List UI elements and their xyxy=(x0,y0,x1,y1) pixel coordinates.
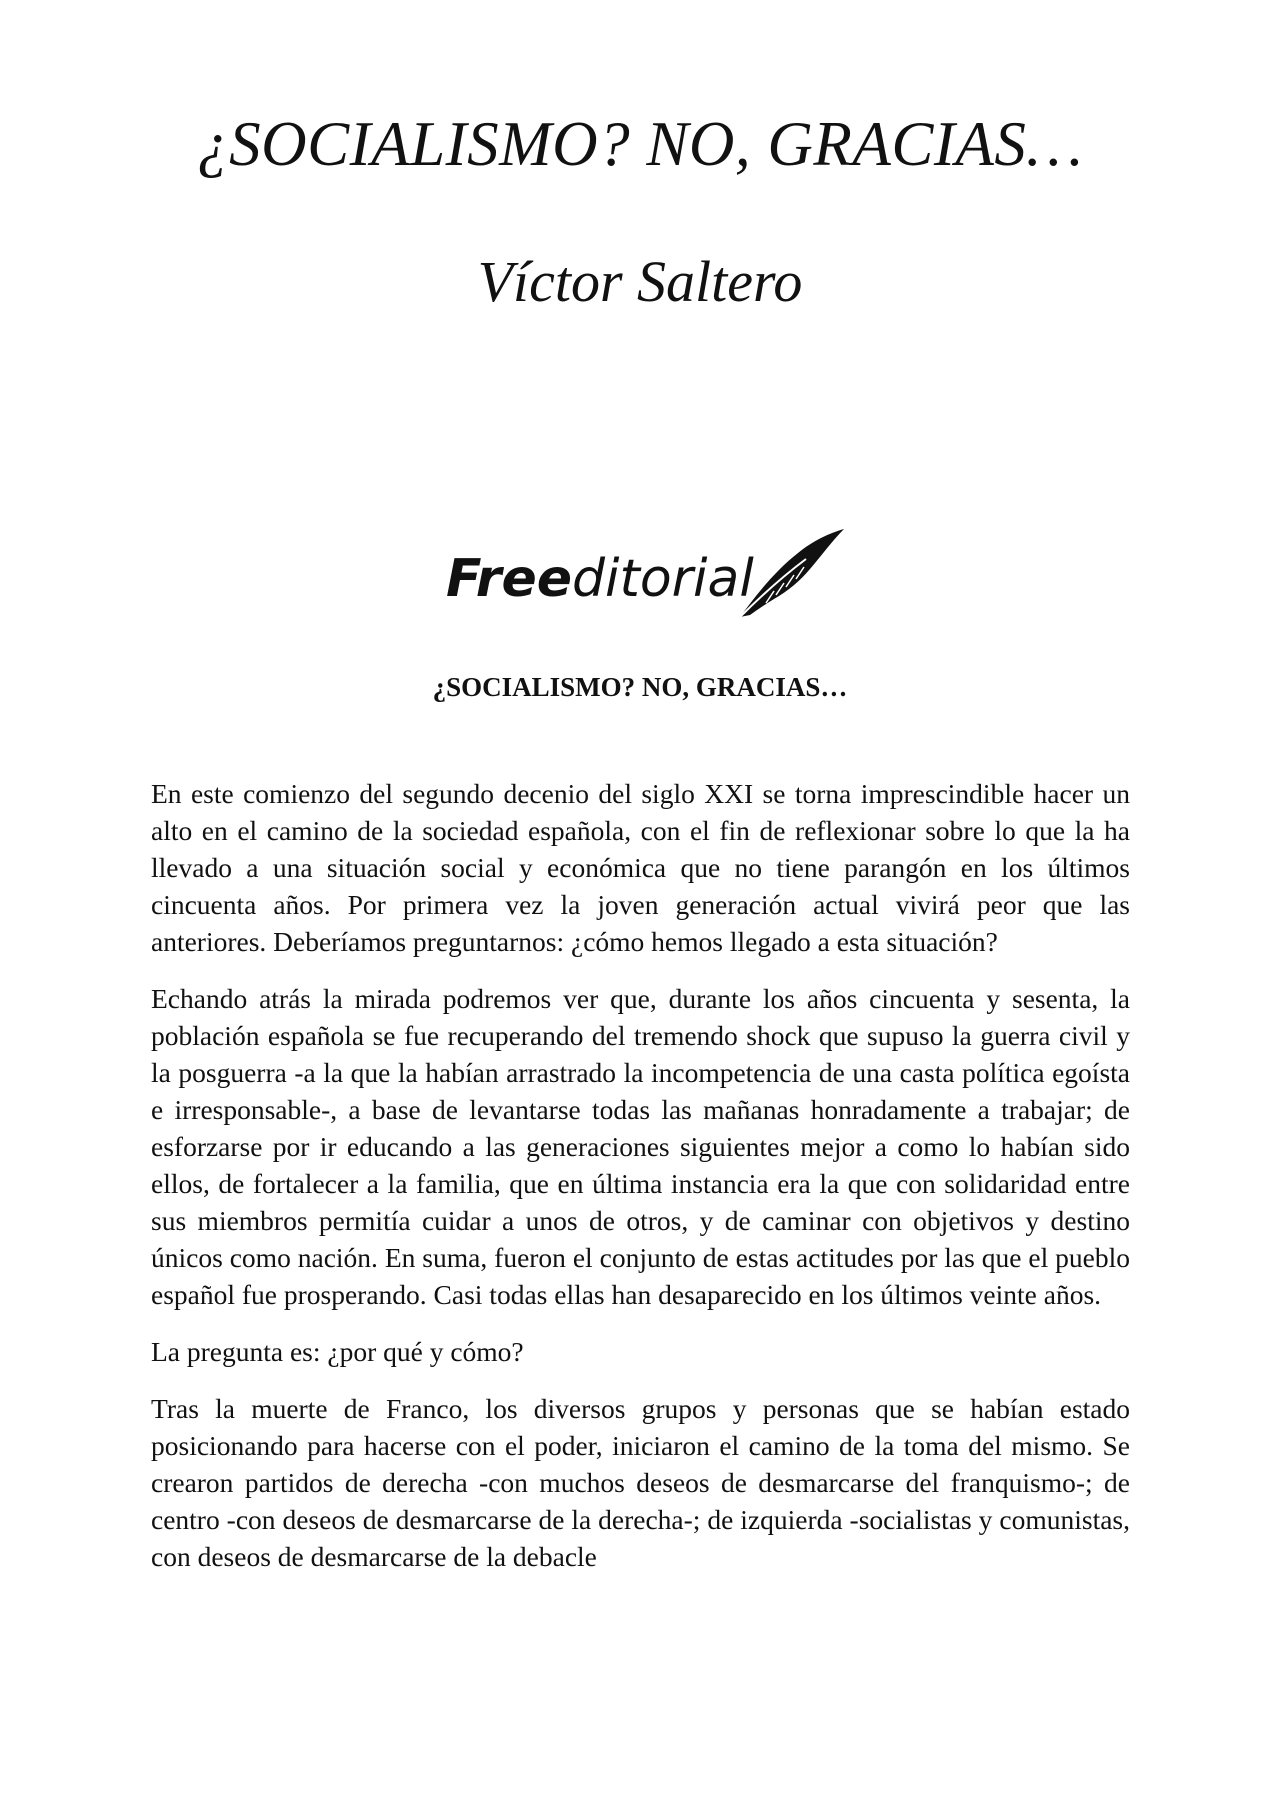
section-heading: ¿SOCIALISMO? NO, GRACIAS… xyxy=(432,672,848,702)
publisher-logo xyxy=(446,525,846,625)
body-text xyxy=(151,775,1130,1595)
paragraph: La pregunta es: ¿por qué y cómo? xyxy=(151,1336,524,1367)
feather-quill-icon xyxy=(736,525,846,620)
logo-text-bold: Free xyxy=(446,549,572,609)
paragraph: Tras la muerte de Franco, los diversos grupos y personas que se habían estado posicionando para hacerse con el poder, iniciaron el camino de la toma del mismo. Se crearon partidos de derecha -con muchos deseos de desmarcarse del franquismo-; de centro -con deseos de desmarcarse de la derecha-; de izquierda -socialistas y comunistas, con deseos de desmarcarse de la debacle xyxy=(151,1393,1130,1572)
logo-text-light: ditorial xyxy=(572,549,754,609)
paragraph: En este comienzo del segundo decenio del siglo XXI se torna imprescindible hacer un alto en el camino de la sociedad española, con el fin de reflexionar sobre lo que la ha llevado a una situación social y económica que no tiene parangón en los últimos cincuenta años. Por primera vez la joven generación actual vivirá peor que las anteriores. Deberíamos preguntarnos: ¿cómo hemos llegado a esta situación? xyxy=(151,778,1130,957)
publisher-logo-text xyxy=(446,549,754,609)
document-author: Víctor Saltero xyxy=(477,249,803,314)
paragraph: Echando atrás la mirada podremos ver que, durante los años cincuenta y sesenta, la población española se fue recuperando del tremendo shock que supuso la guerra civil y la posguerra -a la que la habían arrastrado la incompetencia de una casta política egoísta e irresponsable-, a base de levantarse todas las mañanas honradamente a trabajar; de esforzarse por ir educando a las generaciones siguientes mejor a como lo habían sido ellos, de fortalecer a la familia, que en última instancia era la que con solidaridad entre sus miembros permitía cuidar a unos de otros, y de caminar con objetivos y destino únicos como nación. En suma, fueron el conjunto de estas actitudes por las que el pueblo español fue prosperando. Casi todas ellas han desaparecido en los últimos veinte años. xyxy=(151,983,1130,1310)
document-title: ¿SOCIALISMO? NO, GRACIAS… xyxy=(197,109,1083,179)
